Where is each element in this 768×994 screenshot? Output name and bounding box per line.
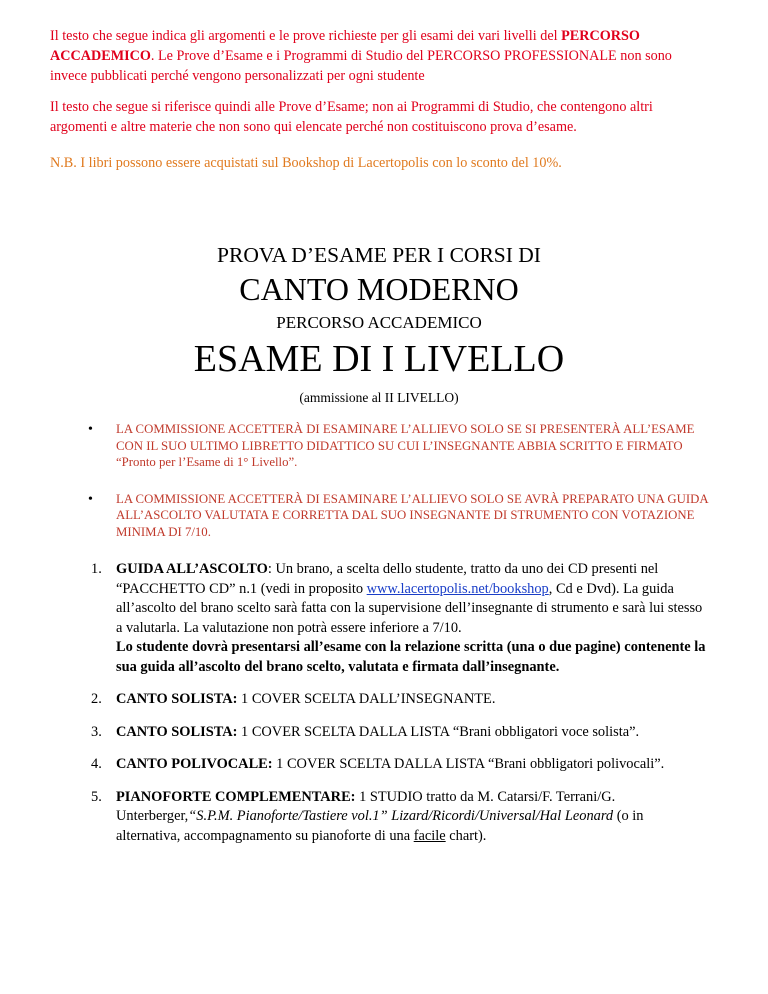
item-number: 5.: [91, 788, 102, 805]
warnings-list: [50, 421, 708, 540]
item-number: 4.: [91, 756, 102, 772]
warning-item: [50, 421, 708, 471]
exam-item-solo-singing-2: [50, 723, 708, 743]
item-title: PIANOFORTE COMPLEMENTARE:: [116, 788, 356, 805]
exam-items-list: [50, 560, 708, 846]
heading-line-1: PROVA D’ESAME PER I CORSI DI: [217, 243, 541, 267]
item-text-cont: (o in alternativa, accompagnamento su pianoforte di una: [116, 808, 644, 844]
warning-item: [50, 491, 708, 541]
exam-item-piano: [50, 788, 708, 847]
item-number: 2.: [91, 691, 102, 707]
heading-exam-level: ESAME DI I LIVELLO: [193, 338, 565, 380]
intro-text: Il testo che segue indica gli argomenti e le prove richieste per gli esami dei vari livelli del: [50, 28, 562, 44]
item-number: 1.: [91, 561, 102, 577]
item-text-cont: , Cd e Dvd). La guida all’ascolto del brano scelto sarà fatta con la supervisione dell’insegnante di strumento e sarà lui stesso a valutarla. La valutazione non potrà essere inferiore a 7/10.: [116, 580, 703, 636]
intro-paragraph-1: [50, 26, 708, 86]
bookshop-link[interactable]: www.lacertopolis.net/bookshop: [366, 580, 549, 597]
exam-item-listening-guide: [50, 560, 708, 677]
item-text: 1 COVER SCELTA DALL’INSEGNANTE.: [237, 691, 496, 707]
heading-path: PERCORSO ACCADEMICO: [276, 313, 482, 332]
item-text: 1 COVER SCELTA DALLA LISTA “Brani obbligatori polivocali”.: [272, 756, 665, 772]
item-underlined-word: facile: [413, 827, 446, 844]
item-title: GUIDA ALL’ASCOLTO: [116, 561, 268, 577]
item-book-title: “S.P.M. Pianoforte/Tastiere vol.1” Lizard/Ricordi/Universal/Hal Leonard: [188, 808, 614, 824]
bullet-icon: •: [88, 422, 93, 437]
warning-text: LA COMMISSIONE ACCETTERÀ DI ESAMINARE L’ALLIEVO SOLO SE SI PRESENTERÀ ALL’ESAME CON IL SUO ULTIMO LIBRETTO DIDATTICO SU CUI L’INSEGNANTE ABBIA SCRITTO E FIRMATO “Pronto per l’Esame di 1° Livello”.: [116, 422, 695, 469]
item-bold-requirement: Lo studente dovrà presentarsi all’esame con la relazione scritta (una o due pagine) contenente la sua guida all’ascolto del brano scelto, valutata e firmata dall’insegnante.: [116, 639, 706, 675]
heading-course-title: CANTO MODERNO: [239, 271, 519, 307]
item-text: : Un brano, a scelta dello studente, tratto da uno dei CD presenti nel “PACCHETTO CD” n.1 (vedi in proposito: [116, 561, 659, 597]
exam-item-solo-singing-1: [50, 690, 708, 710]
bookshop-note: N.B. I libri possono essere acquistati sul Bookshop di Lacertopolis con lo sconto del 10%.: [50, 155, 562, 171]
item-title: CANTO POLIVOCALE:: [116, 756, 273, 772]
intro-paragraph-2: Il testo che segue si riferisce quindi alle Prove d’Esame; non ai Programmi di Studio, che contengono altri argomenti e altre materie che non sono qui elencate perché non costituiscono prova d’esame.: [50, 99, 653, 135]
bullet-icon: •: [88, 491, 93, 507]
exam-item-polyvocal: [50, 755, 708, 775]
item-title: CANTO SOLISTA:: [116, 723, 238, 740]
item-text: 1 STUDIO tratto da M. Catarsi/F. Terrani/G. Unterberger,: [116, 788, 616, 824]
item-number: 3.: [91, 723, 102, 740]
item-text-end: chart).: [445, 827, 487, 844]
warning-text: LA COMMISSIONE ACCETTERÀ DI ESAMINARE L’ALLIEVO SOLO SE AVRÀ PREPARATO UNA GUIDA ALL’ASCOLTO VALUTATA E CORRETTA DAL SUO INSEGNANTE DI STRUMENTO CON VOTAZIONE MINIMA DI 7/10.: [116, 491, 708, 539]
item-text: 1 COVER SCELTA DALLA LISTA “Brani obbligatori voce solista”.: [237, 723, 640, 740]
intro-text-cont: . Le Prove d’Esame e i Programmi di Studio del PERCORSO PROFESSIONALE non sono invece pubblicati perché vengono personalizzati per ogni studente: [50, 48, 672, 84]
item-title: CANTO SOLISTA:: [116, 691, 238, 707]
intro-bold: PERCORSO ACCADEMICO: [50, 28, 640, 64]
heading-admission: (ammissione al II LIVELLO): [299, 390, 459, 405]
